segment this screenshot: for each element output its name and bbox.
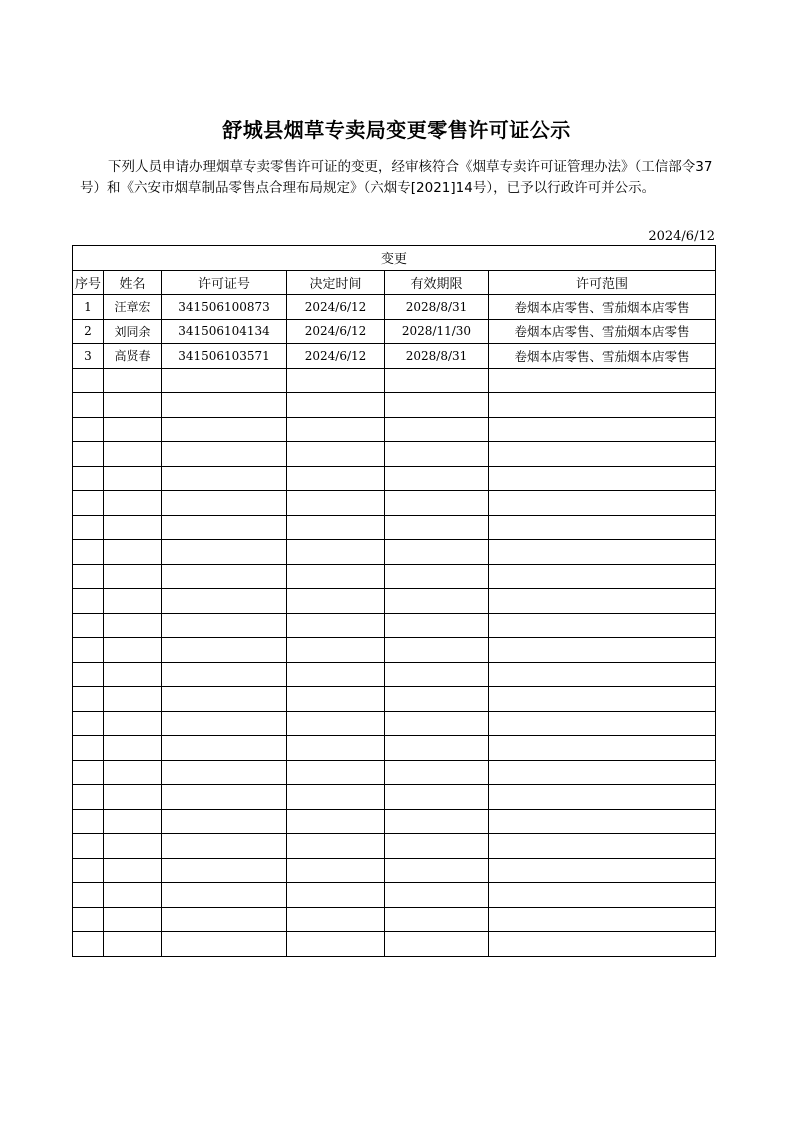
empty-row (73, 736, 716, 761)
empty-cell (287, 491, 385, 516)
cell-name: 汪章宏 (104, 295, 162, 320)
empty-cell (489, 564, 716, 589)
intro-paragraph: 下列人员申请办理烟草专卖零售许可证的变更，经审核符合《烟草专卖许可证管理办法》（工信部令37号）和《六安市烟草制品零售点合理布局规定》（六烟专[2021]14号），已予以行政许可并公示。 (80, 159, 713, 196)
empty-cell (287, 442, 385, 467)
empty-cell (489, 442, 716, 467)
empty-cell (287, 540, 385, 565)
cell-name: 刘同余 (104, 319, 162, 344)
empty-cell (104, 907, 162, 932)
cell-scope: 卷烟本店零售、雪茄烟本店零售 (489, 319, 716, 344)
table-row (73, 319, 716, 344)
cell-scope: 卷烟本店零售、雪茄烟本店零售 (489, 344, 716, 369)
cell-no: 3 (73, 344, 104, 369)
empty-cell (162, 711, 287, 736)
cell-valid: 2028/8/31 (385, 344, 489, 369)
empty-cell (489, 809, 716, 834)
cell-license: 341506100873 (162, 295, 287, 320)
empty-cell (104, 834, 162, 859)
empty-row (73, 662, 716, 687)
empty-cell (287, 564, 385, 589)
empty-cell (104, 760, 162, 785)
empty-cell (73, 883, 104, 908)
empty-cell (489, 736, 716, 761)
empty-cell (385, 662, 489, 687)
empty-cell (489, 638, 716, 663)
empty-cell (287, 638, 385, 663)
empty-cell (73, 466, 104, 491)
empty-cell (385, 491, 489, 516)
empty-cell (73, 834, 104, 859)
empty-cell (287, 760, 385, 785)
col-header-decided: 决定时间 (287, 270, 385, 295)
empty-cell (385, 417, 489, 442)
cell-valid: 2028/8/31 (385, 295, 489, 320)
empty-cell (489, 417, 716, 442)
empty-cell (489, 540, 716, 565)
empty-cell (385, 540, 489, 565)
empty-row (73, 687, 716, 712)
empty-cell (385, 515, 489, 540)
table-row (73, 344, 716, 369)
empty-cell (385, 932, 489, 957)
empty-cell (162, 589, 287, 614)
empty-cell (162, 417, 287, 442)
empty-cell (287, 883, 385, 908)
empty-cell (489, 687, 716, 712)
cell-decided: 2024/6/12 (287, 319, 385, 344)
column-header-row (73, 270, 716, 295)
empty-cell (385, 736, 489, 761)
empty-cell (73, 368, 104, 393)
cell-name: 高贤春 (104, 344, 162, 369)
empty-cell (73, 564, 104, 589)
empty-row (73, 834, 716, 859)
empty-row (73, 442, 716, 467)
page-title: 舒城县烟草专卖局变更零售许可证公示 (222, 118, 571, 142)
empty-cell (73, 687, 104, 712)
empty-cell (385, 638, 489, 663)
empty-row (73, 760, 716, 785)
empty-cell (73, 711, 104, 736)
empty-cell (73, 515, 104, 540)
empty-cell (385, 907, 489, 932)
empty-cell (489, 662, 716, 687)
empty-cell (162, 442, 287, 467)
empty-row (73, 858, 716, 883)
empty-cell (287, 834, 385, 859)
empty-cell (162, 809, 287, 834)
empty-cell (385, 760, 489, 785)
empty-row (73, 564, 716, 589)
empty-row (73, 515, 716, 540)
empty-cell (385, 785, 489, 810)
empty-cell (162, 393, 287, 418)
empty-cell (73, 932, 104, 957)
empty-cell (489, 834, 716, 859)
empty-cell (385, 711, 489, 736)
empty-cell (162, 515, 287, 540)
empty-cell (287, 736, 385, 761)
empty-cell (287, 907, 385, 932)
empty-cell (385, 858, 489, 883)
empty-cell (73, 393, 104, 418)
empty-cell (104, 638, 162, 663)
empty-cell (162, 662, 287, 687)
empty-cell (104, 368, 162, 393)
empty-cell (385, 393, 489, 418)
col-header-valid: 有效期限 (385, 270, 489, 295)
empty-cell (73, 417, 104, 442)
empty-cell (104, 809, 162, 834)
empty-cell (73, 589, 104, 614)
cell-license: 341506103571 (162, 344, 287, 369)
empty-row (73, 711, 716, 736)
empty-cell (489, 785, 716, 810)
empty-cell (489, 491, 716, 516)
empty-cell (162, 760, 287, 785)
empty-cell (162, 883, 287, 908)
empty-cell (489, 589, 716, 614)
empty-cell (385, 589, 489, 614)
col-header-name: 姓名 (104, 270, 162, 295)
empty-cell (73, 809, 104, 834)
cell-valid: 2028/11/30 (385, 319, 489, 344)
empty-cell (73, 736, 104, 761)
empty-cell (287, 662, 385, 687)
empty-row (73, 907, 716, 932)
empty-cell (287, 466, 385, 491)
empty-cell (162, 491, 287, 516)
empty-cell (162, 907, 287, 932)
empty-cell (73, 858, 104, 883)
empty-cell (162, 858, 287, 883)
empty-cell (287, 785, 385, 810)
empty-cell (287, 589, 385, 614)
empty-cell (489, 368, 716, 393)
empty-row (73, 589, 716, 614)
empty-cell (73, 760, 104, 785)
empty-cell (162, 687, 287, 712)
publish-date: 2024/6/12 (648, 229, 715, 244)
table-row (73, 295, 716, 320)
empty-cell (73, 540, 104, 565)
empty-cell (287, 417, 385, 442)
empty-cell (104, 687, 162, 712)
empty-cell (104, 613, 162, 638)
empty-cell (385, 564, 489, 589)
empty-row (73, 809, 716, 834)
empty-cell (104, 491, 162, 516)
empty-cell (73, 613, 104, 638)
empty-cell (104, 883, 162, 908)
empty-row (73, 932, 716, 957)
empty-cell (489, 760, 716, 785)
empty-row (73, 393, 716, 418)
empty-cell (162, 932, 287, 957)
cell-decided: 2024/6/12 (287, 344, 385, 369)
empty-cell (287, 515, 385, 540)
empty-cell (104, 785, 162, 810)
empty-cell (287, 858, 385, 883)
empty-cell (104, 711, 162, 736)
empty-cell (73, 442, 104, 467)
empty-cell (162, 613, 287, 638)
cell-license: 341506104134 (162, 319, 287, 344)
license-table (72, 245, 716, 957)
empty-cell (104, 417, 162, 442)
empty-row (73, 883, 716, 908)
empty-cell (162, 638, 287, 663)
empty-cell (287, 932, 385, 957)
empty-cell (489, 515, 716, 540)
cell-decided: 2024/6/12 (287, 295, 385, 320)
empty-cell (104, 442, 162, 467)
empty-cell (489, 711, 716, 736)
empty-row (73, 785, 716, 810)
empty-row (73, 417, 716, 442)
empty-row (73, 613, 716, 638)
empty-cell (385, 834, 489, 859)
empty-row (73, 368, 716, 393)
empty-cell (104, 393, 162, 418)
empty-cell (162, 736, 287, 761)
empty-cell (489, 858, 716, 883)
empty-cell (385, 368, 489, 393)
empty-cell (162, 540, 287, 565)
empty-cell (489, 613, 716, 638)
empty-cell (162, 834, 287, 859)
empty-cell (104, 466, 162, 491)
empty-cell (385, 809, 489, 834)
empty-cell (489, 907, 716, 932)
empty-row (73, 491, 716, 516)
empty-cell (385, 883, 489, 908)
empty-cell (287, 711, 385, 736)
empty-cell (104, 736, 162, 761)
empty-cell (104, 540, 162, 565)
empty-cell (489, 932, 716, 957)
empty-cell (162, 466, 287, 491)
empty-cell (104, 662, 162, 687)
empty-cell (385, 687, 489, 712)
empty-cell (104, 564, 162, 589)
col-header-no: 序号 (73, 270, 104, 295)
empty-cell (73, 785, 104, 810)
col-header-scope: 许可范围 (489, 270, 716, 295)
empty-cell (287, 809, 385, 834)
empty-cell (489, 393, 716, 418)
empty-cell (287, 687, 385, 712)
col-header-license: 许可证号 (162, 270, 287, 295)
empty-cell (489, 883, 716, 908)
cell-no: 1 (73, 295, 104, 320)
empty-cell (385, 442, 489, 467)
empty-row (73, 638, 716, 663)
empty-cell (287, 368, 385, 393)
empty-cell (287, 613, 385, 638)
group-header: 变更 (73, 246, 716, 271)
empty-cell (104, 589, 162, 614)
empty-cell (104, 858, 162, 883)
empty-cell (104, 515, 162, 540)
empty-cell (489, 466, 716, 491)
empty-cell (73, 491, 104, 516)
cell-scope: 卷烟本店零售、雪茄烟本店零售 (489, 295, 716, 320)
empty-row (73, 540, 716, 565)
empty-cell (73, 907, 104, 932)
empty-cell (73, 662, 104, 687)
empty-cell (162, 564, 287, 589)
empty-cell (162, 368, 287, 393)
empty-row (73, 466, 716, 491)
empty-cell (73, 638, 104, 663)
empty-cell (287, 393, 385, 418)
empty-cell (385, 613, 489, 638)
empty-cell (162, 785, 287, 810)
empty-cell (385, 466, 489, 491)
empty-cell (104, 932, 162, 957)
cell-no: 2 (73, 319, 104, 344)
